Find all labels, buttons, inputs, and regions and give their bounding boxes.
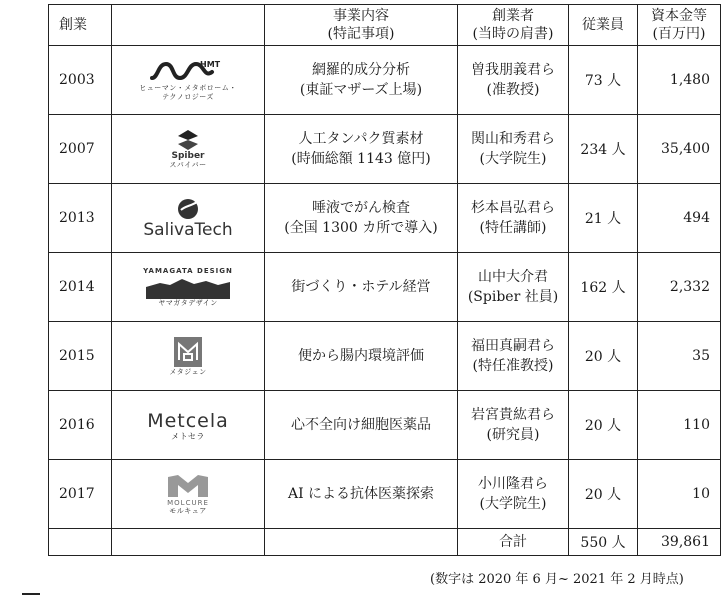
- total-employees: 550 人: [569, 529, 638, 556]
- molcure-mark-icon: [166, 473, 210, 499]
- header-founder: 創業者 (当時の肩書): [458, 5, 569, 46]
- employees-cell: 21 人: [569, 184, 638, 253]
- molcure-logo: MOLCURE モルキュア: [112, 460, 264, 528]
- page-corner-mark: [22, 593, 40, 595]
- employees-cell: 20 人: [569, 391, 638, 460]
- employees-cell: 20 人: [569, 460, 638, 529]
- year-cell: 2017: [49, 460, 112, 529]
- year-cell: 2003: [49, 46, 112, 115]
- footnote: (数字は 2020 年 6 月~ 2021 年 2 月時点): [430, 572, 684, 587]
- founder-cell: 福田真嗣君ら (特任准教授): [458, 322, 569, 391]
- spiber-mark-icon: [173, 129, 203, 151]
- salivatech-logo: SalivaTech: [112, 184, 264, 252]
- business-cell: 人工タンパク質素材 (時価総額 1143 億円): [265, 115, 458, 184]
- capital-cell: 35,400: [638, 115, 721, 184]
- employees-cell: 20 人: [569, 322, 638, 391]
- founder-cell: 曽我朋義君ら (准教授): [458, 46, 569, 115]
- yamagata-design-logo: YAMAGATA DESIGN ヤマガタデザイン: [143, 266, 233, 307]
- header-logo: [112, 5, 265, 46]
- founder-cell: 小川隆君ら (大学院生): [458, 460, 569, 529]
- table-row: [49, 322, 721, 391]
- year-cell: 2007: [49, 115, 112, 184]
- employees-cell: 73 人: [569, 46, 638, 115]
- business-cell: 街づくり・ホテル経営: [265, 253, 458, 322]
- header-business: 事業内容 (特記事項): [265, 5, 458, 46]
- table-row: [49, 115, 721, 184]
- employees-cell: 234 人: [569, 115, 638, 184]
- total-capital: 39,861: [638, 529, 721, 556]
- year-cell: 2016: [49, 391, 112, 460]
- employees-cell: 162 人: [569, 253, 638, 322]
- header-employees: 従業員: [569, 5, 638, 46]
- capital-cell: 494: [638, 184, 721, 253]
- spiber-logo: Spiber スパイバー: [112, 115, 264, 183]
- header-year: 創業: [49, 5, 112, 46]
- capital-cell: 110: [638, 391, 721, 460]
- table-row: [49, 391, 721, 460]
- founder-cell: 山中大介君 (Spiber 社員): [458, 253, 569, 322]
- business-cell: 唾液でがん検査 (全国 1300 カ所で導入): [265, 184, 458, 253]
- header-capital: 資本金等 (百万円): [638, 5, 721, 46]
- founder-cell: 杉本昌弘君ら (特任講師): [458, 184, 569, 253]
- total-row: [49, 529, 721, 556]
- hmt-wave-icon: [148, 58, 228, 84]
- metcela-logo: Metcela メトセラ: [147, 409, 229, 441]
- capital-cell: 2,332: [638, 253, 721, 322]
- founder-cell: 岩宮貴紘君ら (研究員): [458, 391, 569, 460]
- business-cell: AI による抗体医薬探索: [265, 460, 458, 529]
- year-cell: 2015: [49, 322, 112, 391]
- metagen-logo: メタジェン: [112, 322, 264, 390]
- year-cell: 2014: [49, 253, 112, 322]
- table-row: [49, 253, 721, 322]
- header-row: [49, 5, 721, 46]
- table-row: [49, 460, 721, 529]
- year-cell: 2013: [49, 184, 112, 253]
- hmt-logo: HMT ヒューマン・メタボローム・ テクノロジーズ: [139, 60, 237, 101]
- founder-cell: 関山和秀君ら (大学院生): [458, 115, 569, 184]
- table-row: [49, 46, 721, 115]
- capital-cell: 35: [638, 322, 721, 391]
- capital-cell: 1,480: [638, 46, 721, 115]
- metagen-mark-icon: [173, 336, 203, 368]
- table-row: [49, 184, 721, 253]
- business-cell: 心不全向け細胞医薬品: [265, 391, 458, 460]
- mountain-icon: [146, 275, 230, 299]
- svg-text:HMT: HMT: [200, 60, 221, 69]
- business-cell: 網羅的成分分析 (東証マザーズ上場): [265, 46, 458, 115]
- salivatech-drop-icon: [175, 196, 201, 220]
- total-label: 合計: [458, 529, 569, 556]
- startup-table: [48, 4, 721, 556]
- capital-cell: 10: [638, 460, 721, 529]
- business-cell: 便から腸内環境評価: [265, 322, 458, 391]
